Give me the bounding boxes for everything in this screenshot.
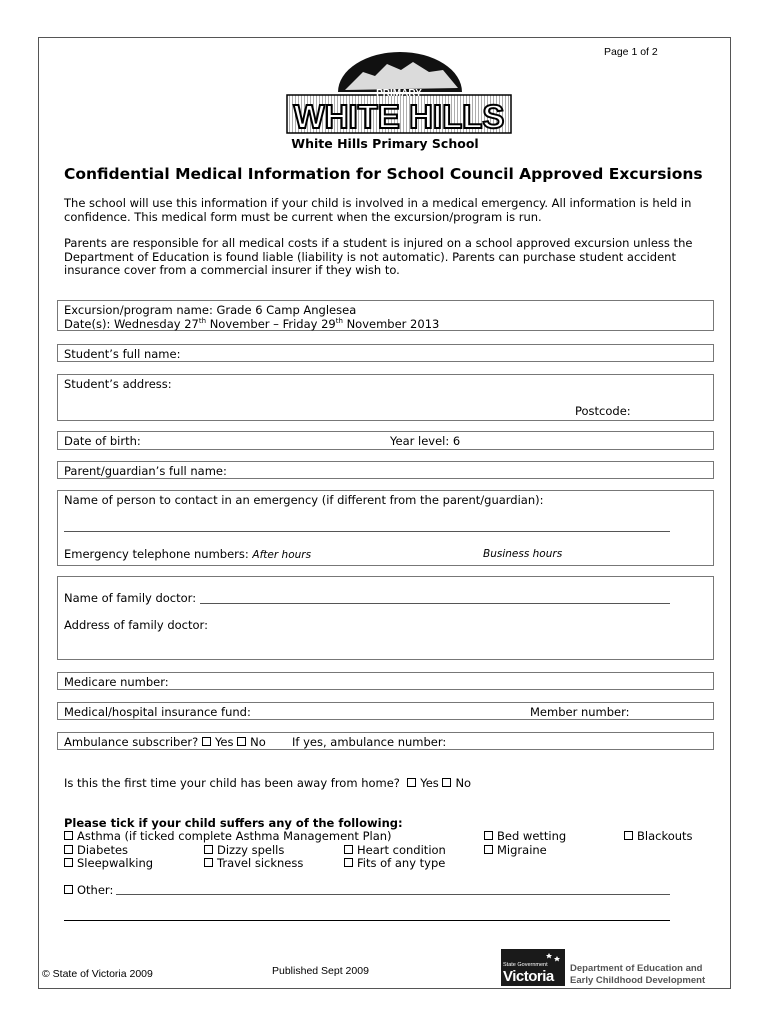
insurance-label: Medical/hospital insurance fund: — [64, 705, 251, 719]
first-time-question: Is this the first time your child has been away from home? Yes No — [64, 776, 472, 790]
excursion-dates: Date(s): Wednesday 27th November – Friday 29th November 2013 — [64, 317, 440, 331]
intro-p2-line1: Parents are responsible for all medical costs if a student is injured on a school approved excursion unless the — [64, 236, 693, 250]
excursion-name: Excursion/program name: Grade 6 Camp Anglesea — [64, 303, 357, 317]
year-level: Year level: 6 — [390, 434, 461, 448]
other-checkbox[interactable] — [64, 885, 73, 894]
published: Published Sept 2009 — [272, 965, 369, 977]
school-name: White Hills Primary School — [291, 136, 479, 151]
condition-bed-wetting: Bed wetting — [484, 829, 566, 843]
ambulance-number-label: If yes, ambulance number: — [292, 735, 447, 749]
first-time-no-checkbox[interactable] — [442, 778, 451, 787]
postcode-label: Postcode: — [575, 404, 631, 418]
ambulance-yes-checkbox[interactable] — [202, 737, 211, 746]
page-indicator: Page 1 of 2 — [604, 46, 658, 58]
blackouts-checkbox[interactable] — [624, 831, 633, 840]
ambulance-row: Ambulance subscriber? Yes No — [64, 735, 266, 749]
victoria-logo: State Government Victoria — [501, 949, 565, 986]
other-line-2[interactable] — [64, 920, 670, 921]
guardian-name-label: Parent/guardian’s full name: — [64, 464, 227, 478]
doctor-name-line[interactable] — [200, 603, 670, 604]
migraine-checkbox[interactable] — [484, 845, 493, 854]
intro-p1-line2: confidence. This medical form must be current when the excursion/program is run. — [64, 210, 542, 224]
bed-wetting-checkbox[interactable] — [484, 831, 493, 840]
asthma-checkbox[interactable] — [64, 831, 73, 840]
intro-p2-line2: Department of Education is found liable (liability is not automatic). Parents can purchase student accident — [64, 250, 676, 264]
condition-dizzy: Dizzy spells — [204, 843, 284, 857]
sleepwalking-checkbox[interactable] — [64, 858, 73, 867]
copyright: © State of Victoria 2009 — [42, 968, 153, 980]
condition-sleepwalking: Sleepwalking — [64, 856, 153, 870]
dept-line1: Department of Education and — [570, 963, 703, 974]
dept-line2: Early Childhood Development — [570, 975, 706, 986]
dob-field[interactable] — [57, 431, 714, 450]
ambulance-no-checkbox[interactable] — [237, 737, 246, 746]
travel-checkbox[interactable] — [204, 858, 213, 867]
condition-asthma: Asthma (if ticked complete Asthma Management Plan) — [64, 829, 392, 843]
emergency-contact-line[interactable] — [64, 531, 670, 532]
condition-fits: Fits of any type — [344, 856, 445, 870]
condition-diabetes: Diabetes — [64, 843, 128, 857]
condition-heart: Heart condition — [344, 843, 446, 857]
emergency-contact-label: Name of person to contact in an emergency (if different from the parent/guardian): — [64, 493, 544, 507]
logo-main-text: WHITE HILLS — [293, 98, 505, 135]
heart-checkbox[interactable] — [344, 845, 353, 854]
dob-label: Date of birth: — [64, 434, 141, 448]
intro-p1-line1: The school will use this information if your child is involved in a medical emergency. All information is held in — [64, 196, 692, 210]
student-address-label: Student’s address: — [64, 377, 172, 391]
fits-checkbox[interactable] — [344, 858, 353, 867]
other-line[interactable] — [116, 894, 670, 895]
condition-travel: Travel sickness — [204, 856, 303, 870]
business-hours-label: Business hours — [483, 548, 563, 560]
conditions-heading: Please tick if your child suffers any of the following: — [64, 816, 403, 830]
diabetes-checkbox[interactable] — [64, 845, 73, 854]
doctor-name-label: Name of family doctor: — [64, 591, 197, 605]
logo-top-text: PRIMARY — [376, 88, 422, 99]
dizzy-checkbox[interactable] — [204, 845, 213, 854]
condition-other: Other: — [64, 883, 113, 897]
emergency-phone-label: Emergency telephone numbers: After hours — [64, 547, 312, 561]
intro-p2-line3: insurance cover from a commercial insurer if they wish to. — [64, 263, 400, 277]
member-number-label: Member number: — [530, 705, 630, 719]
southern-cross-icon — [545, 952, 563, 966]
student-name-label: Student’s full name: — [64, 347, 181, 361]
first-time-yes-checkbox[interactable] — [407, 778, 416, 787]
condition-blackouts: Blackouts — [624, 829, 693, 843]
condition-migraine: Migraine — [484, 843, 547, 857]
doctor-address-label: Address of family doctor: — [64, 618, 208, 632]
medicare-label: Medicare number: — [64, 675, 169, 689]
school-logo — [283, 50, 515, 136]
page-title: Confidential Medical Information for School Council Approved Excursions — [64, 165, 703, 183]
